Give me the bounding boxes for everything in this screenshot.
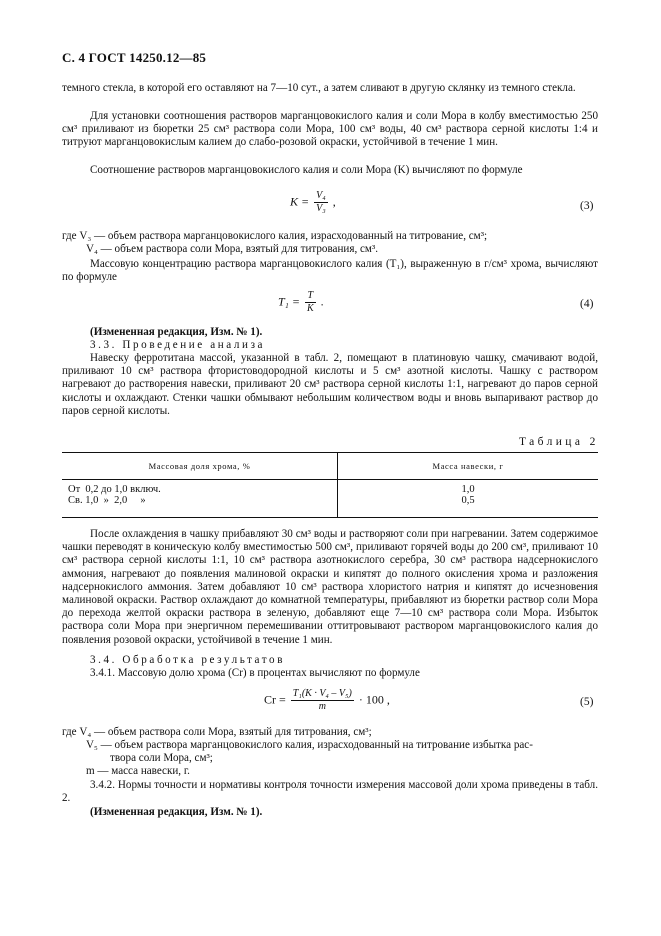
paragraph-1: темного стекла, в которой его оставляют на 7—10 сут., а затем сливают в другую склянку из темного стекла. [62, 82, 576, 94]
formula-4-tail: . [320, 294, 324, 309]
formula-3-numerator: V₄ [316, 190, 326, 201]
where-5-line-2: V₅ — объем раствора марганцовокислого калия, израсходованный на титрование избытка рас- [86, 739, 533, 751]
table-header-sample-mass: Масса навески, г [338, 453, 599, 480]
formula-3-tail: , [332, 194, 336, 209]
edit-note-1: (Измененная редакция, Изм. № 1). [90, 326, 263, 338]
paragraph-4: Массовую концентрацию раствора марганцовокислого калия (T₁), выраженную в г/см³ хрома, вычисляют по формуле [62, 258, 598, 284]
formula-5-denominator: m [318, 701, 326, 712]
formula-5-lhs: Cr = [264, 692, 286, 707]
where-5-line-3: твора соли Мора, см³; [110, 752, 213, 764]
formula-5 [264, 688, 390, 713]
where-3-line-2: V₄ — объем раствора соли Мора, взятый для титрования, см³. [86, 243, 379, 255]
formula-4-lhs: T₁ = [278, 294, 300, 309]
page-header: С. 4 ГОСТ 14250.12—85 [62, 50, 207, 65]
formula-5-tail: · 100 , [358, 692, 390, 707]
paragraph-3: Соотношение растворов марганцовокислого калия и соли Мора (K) вычисляют по формуле [90, 164, 523, 176]
formula-3-fraction [314, 190, 328, 215]
formula-5-number: (5) [580, 696, 594, 708]
edit-note-2: (Измененная редакция, Изм. № 1). [90, 806, 263, 818]
table-2-caption: Таблица 2 [519, 436, 599, 448]
formula-3-number: (3) [580, 200, 594, 212]
paragraph-5: Навеску ферротитана массой, указанной в табл. 2, помещают в платиновую чашку, смачивают водой, приливают 10 см³ раствора фтористоводородной кислоты и 5 см³ азотной кислоты. Чашку с раствором нагревают до растворения навески, приливают 20 см³ раствора серной кислоты 1:1, нагревают до паров серной кислоты и охлаждают. Стенки чашки обмывают небольшим количеством воды и вновь выпаривают раствор до паров серной кислоты. [62, 352, 598, 417]
paragraph-8: 3.4.2. Нормы точности и нормативы контроля точности измерения массовой доли хрома приведены в табл. 2. [62, 779, 598, 805]
formula-3 [290, 190, 336, 215]
table-2 [62, 452, 598, 518]
formula-4-fraction [305, 290, 316, 315]
table-cell-range-1: От 0,2 до 1,0 включ. [68, 484, 161, 495]
section-3-3-heading: 3.3. Проведение анализа [90, 339, 266, 351]
paragraph-7: 3.4.1. Массовую долю хрома (Cr) в процентах вычисляют по формуле [90, 667, 420, 679]
formula-4-numerator: T [305, 290, 316, 303]
formula-4 [278, 290, 324, 315]
formula-4-number: (4) [580, 298, 594, 310]
section-3-4-heading: 3.4. Обработка результатов [90, 654, 286, 666]
where-5-line-4: m — масса навески, г. [86, 765, 190, 777]
table-cell-masses [338, 480, 599, 518]
where-5-line-1: где V₄ — объем раствора соли Мора, взятый для титрования, см³; [62, 726, 372, 738]
formula-3-lhs: K = [290, 194, 310, 209]
table-row [62, 480, 598, 518]
where-3-line-1: где V₃ — объем раствора марганцовокислого калия, израсходованный на титрование, см³; [62, 230, 488, 242]
formula-3-denominator: V₃ [316, 203, 326, 214]
formula-4-denominator: K [306, 303, 314, 314]
paragraph-6: После охлаждения в чашку прибавляют 30 см³ воды и растворяют соли при нагревании. Затем содержимое чашки переводят в коническую колбу вместимостью 500 см³, приливают горячей воды до 200 см³, приливают 10 см³ раствора серной кислоты 1:1, 10 см³ раствора азотнокислого серебра, 30 см³ раствора надсернокислого аммония, нагревают до появления малиновой окраски и кипятят до полного окисления хрома и разложения надсернокислого аммония. Затем добавляют 10 см³ раствора хлористого натрия и кипятят до исчезновения малиновой окраски. Раствор охлаждают до комнатной температуры, прибавляют из бюретки раствор соли Мора до перехода желтой окраски раствора в зеленую, добавляют еще 7—10 см³ раствора соли Мора. Избыток раствора соли Мора при энергичном перемешивании оттитровывают раствором марганцовокислого калия до появления розовой окраски, устойчивой в течение 1 мин. [62, 528, 598, 646]
table-header-row [62, 453, 598, 480]
table-cell-mass-1: 1,0 [461, 484, 475, 495]
formula-5-numerator: T₁(K · V₄ – V₅) [292, 688, 352, 699]
table-cell-ranges [62, 480, 338, 518]
table-cell-mass-2: 0,5 [461, 495, 475, 506]
table-cell-range-2: Св. 1,0 » 2,0 » [68, 495, 146, 506]
paragraph-2: Для установки соотношения растворов марганцовокислого калия и соли Мора в колбу вместимостью 250 см³ приливают из бюретки 25 см³ раствора соли Мора, 100 см³ воды, 40 см³ раствора серной кислоты 1:4 и титруют марганцовокислым калием до слабо-розовой окраски, устойчивой в течение 1 мин. [62, 110, 598, 149]
formula-5-fraction [291, 688, 354, 713]
table-header-chromium-fraction: Массовая доля хрома, % [62, 453, 338, 480]
